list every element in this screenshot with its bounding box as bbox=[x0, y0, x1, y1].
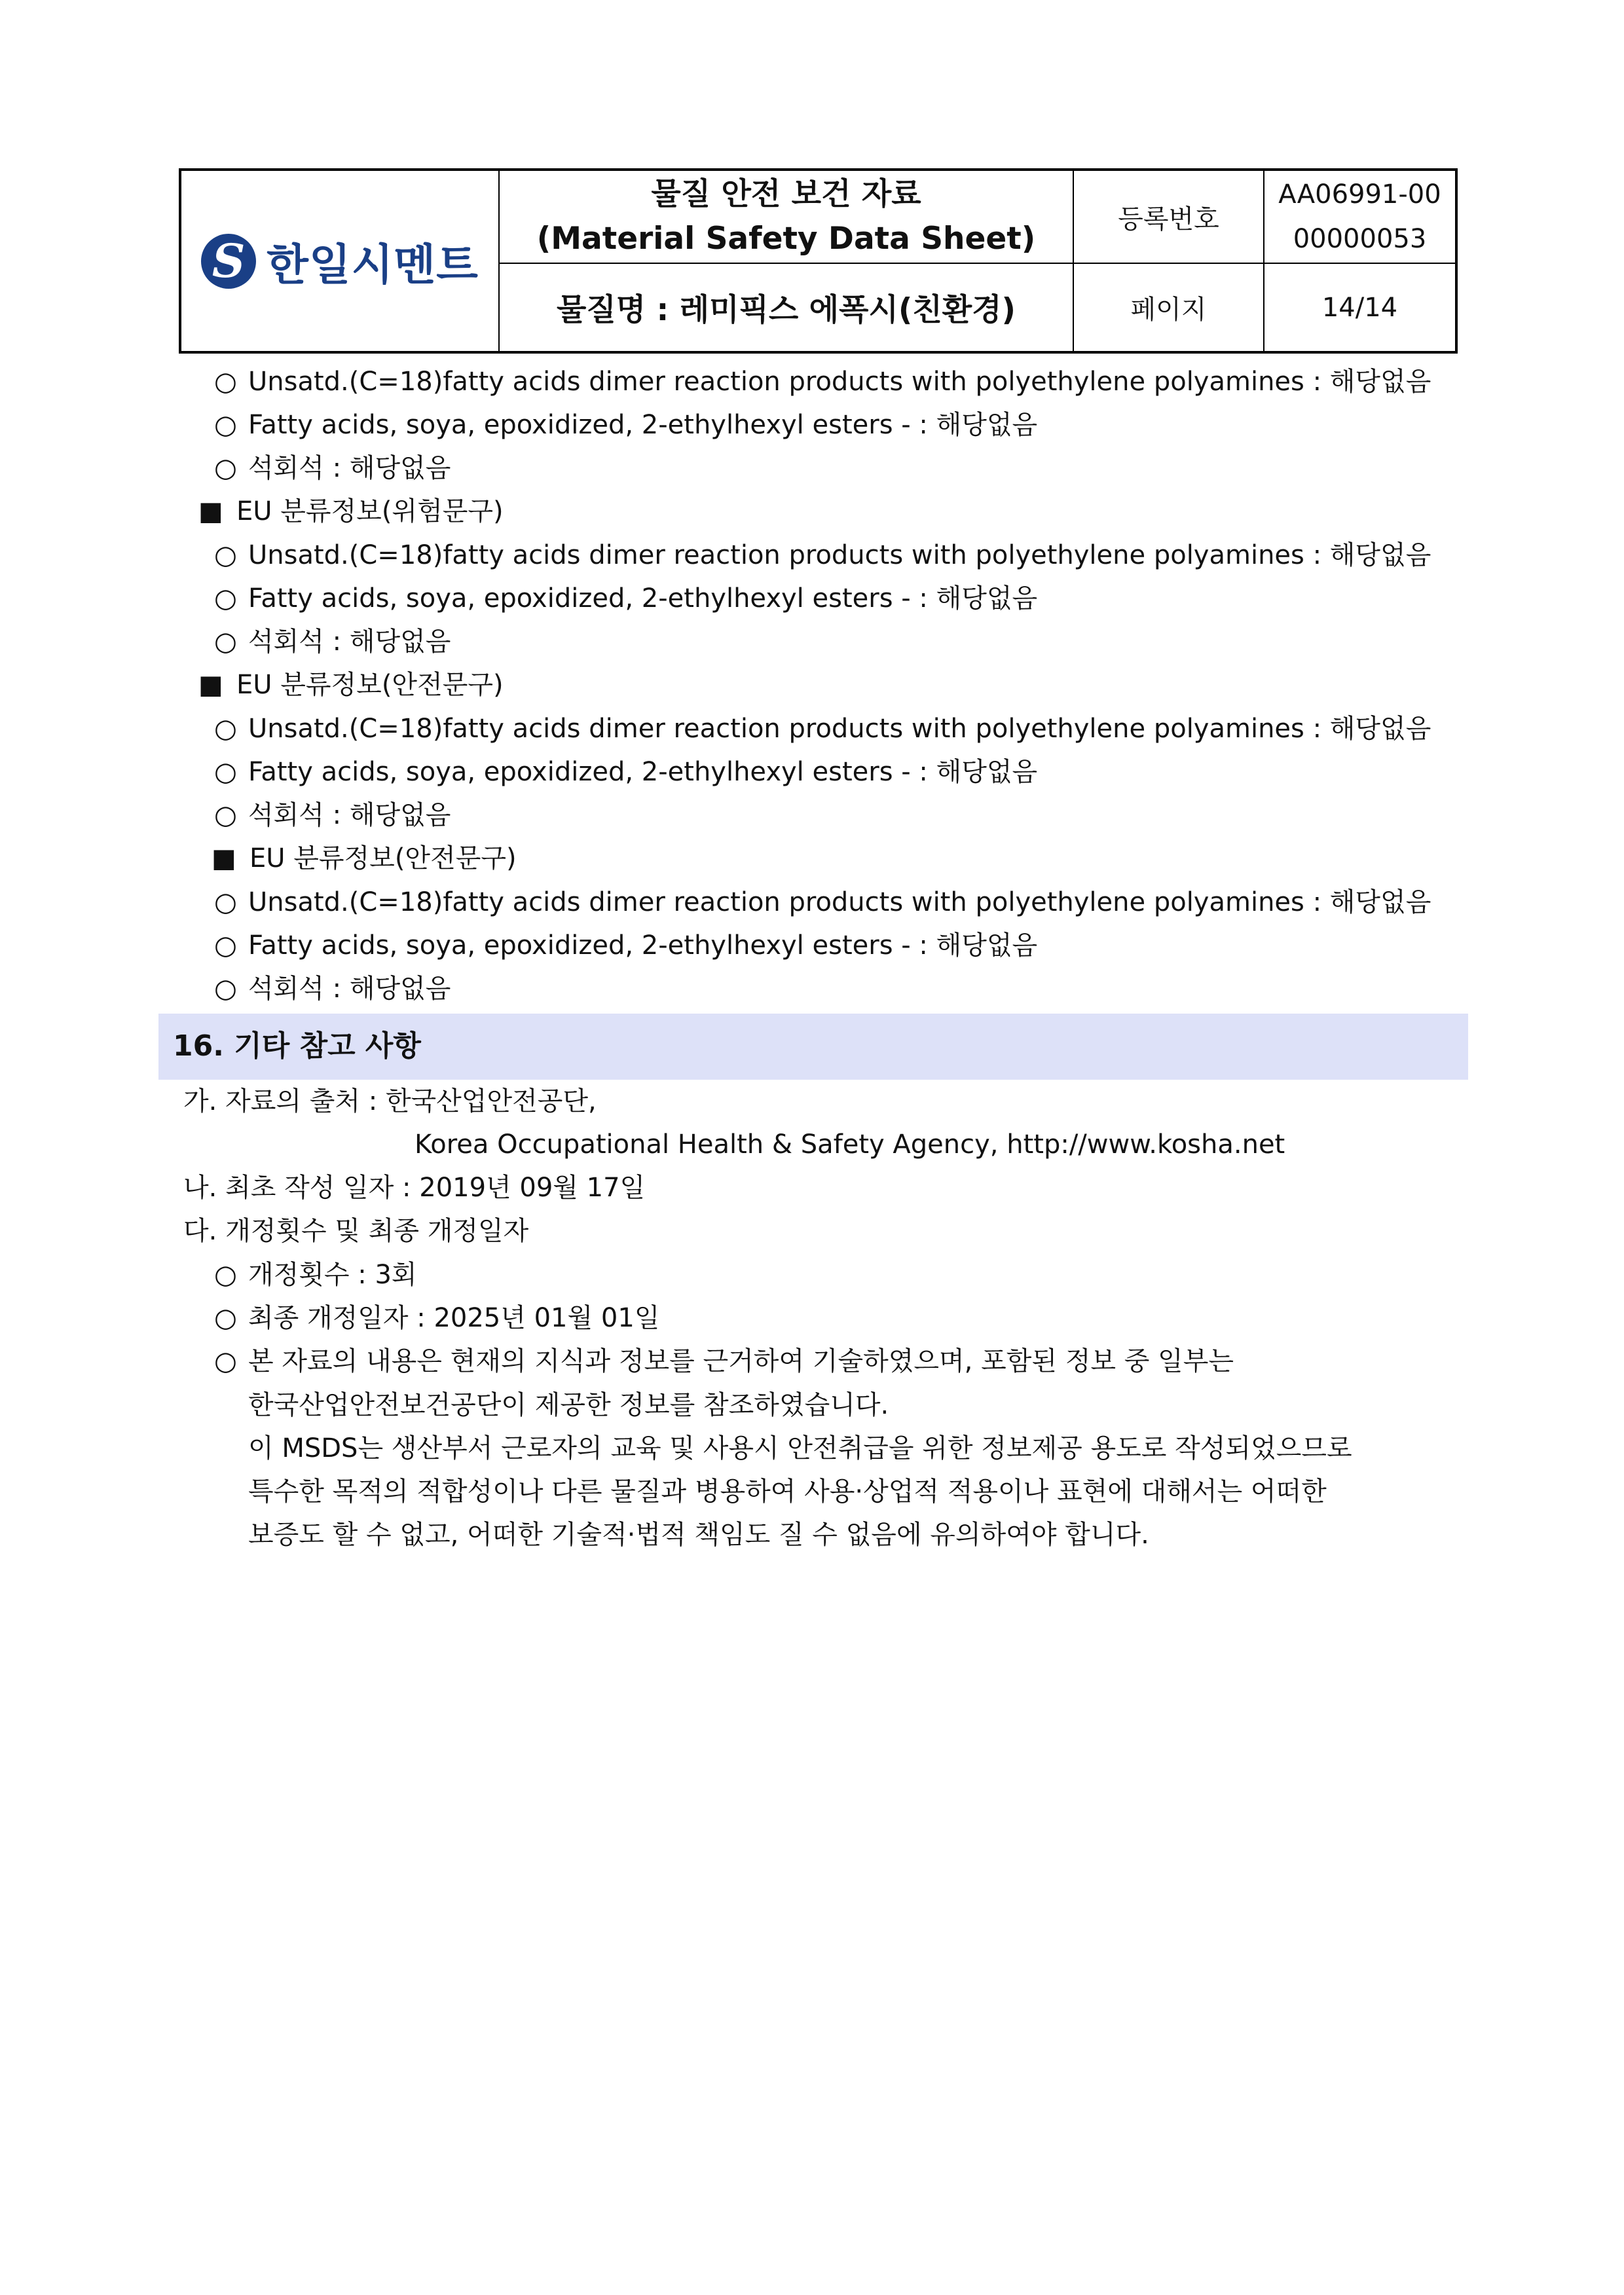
list-item: ○ Fatty acids, soya, epoxidized, 2-ethylhexyl esters - : 해당없음 bbox=[214, 927, 1037, 964]
note-line: 한국산업안전보건공단이 제공한 정보를 참조하였습니다. bbox=[248, 1390, 889, 1420]
bullet-icon: ○ bbox=[214, 714, 237, 744]
list-item: ○ Unsatd.(C=18)fatty acids dimer reaction products with polyethylene polyamines : 해당없음 bbox=[214, 537, 1431, 574]
bullet-icon: ○ bbox=[214, 540, 237, 570]
document-title bbox=[499, 170, 1073, 263]
source-line: Korea Occupational Health & Safety Agency, http://www.kosha.net bbox=[415, 1129, 1285, 1160]
registration-number bbox=[1264, 170, 1456, 263]
company-logo bbox=[181, 230, 498, 292]
bullet-icon: ○ bbox=[214, 410, 237, 440]
bullet-icon: ○ bbox=[214, 583, 237, 614]
registration-label: 등록번호 bbox=[1073, 170, 1264, 263]
square-bullet-icon: ■ bbox=[198, 496, 223, 526]
note-line: 보증도 할 수 없고, 어떠한 기술적·법적 책임도 질 수 없음에 유의하여야 합니다. bbox=[248, 1520, 1149, 1550]
list-item: ○ 최종 개정일자 : 2025년 01월 01일 bbox=[214, 1300, 659, 1336]
bullet-icon: ○ bbox=[214, 367, 237, 397]
bullet-icon: ○ bbox=[214, 453, 237, 483]
note-line: 특수한 목적의 적합성이나 다른 물질과 병용하여 사용·상업적 적용이나 표현에 대해서는 어떠한 bbox=[248, 1477, 1327, 1507]
bullet-icon: ○ bbox=[214, 930, 237, 961]
eu-heading: ■ EU 분류정보(위험문구) bbox=[198, 493, 504, 530]
registration-number-line2: 00000053 bbox=[1293, 224, 1427, 254]
list-item: ○ 석회석 : 해당없음 bbox=[214, 623, 451, 660]
list-item: ○ Fatty acids, soya, epoxidized, 2-ethylhexyl esters - : 해당없음 bbox=[214, 580, 1037, 617]
square-bullet-icon: ■ bbox=[212, 843, 236, 873]
list-item: ○ 개정횟수 : 3회 bbox=[214, 1257, 417, 1293]
eu-heading: ■ EU 분류정보(안전문구) bbox=[198, 667, 504, 703]
list-item: ○ Unsatd.(C=18)fatty acids dimer reaction products with polyethylene polyamines : 해당없음 bbox=[214, 884, 1431, 921]
section-title: 16. 기타 참고 사항 bbox=[173, 1029, 421, 1063]
list-item: ○ Unsatd.(C=18)fatty acids dimer reaction products with polyethylene polyamines : 해당없음 bbox=[214, 363, 1431, 400]
revision-heading: 다. 개정횟수 및 최종 개정일자 bbox=[183, 1216, 529, 1246]
bullet-icon: ○ bbox=[214, 757, 237, 787]
source-line: 가. 자료의 출처 : 한국산업안전공단, bbox=[183, 1086, 597, 1116]
title-korean: 물질 안전 보건 자료 bbox=[651, 176, 921, 212]
bullet-icon: ○ bbox=[214, 1260, 237, 1290]
product-name: 물질명 : 레미픽스 에폭시(친환경) bbox=[499, 263, 1073, 352]
list-item: ○ Fatty acids, soya, epoxidized, 2-ethylhexyl esters - : 해당없음 bbox=[214, 407, 1037, 443]
square-bullet-icon: ■ bbox=[198, 670, 223, 700]
bullet-icon: ○ bbox=[214, 887, 237, 917]
header-table bbox=[179, 168, 1458, 354]
list-item: ○ Unsatd.(C=18)fatty acids dimer reaction products with polyethylene polyamines : 해당없음 bbox=[214, 710, 1431, 747]
list-item: ○ 석회석 : 해당없음 bbox=[214, 797, 451, 834]
company-logo-text: 한일시멘트 bbox=[267, 240, 479, 290]
list-item: ○ 석회석 : 해당없음 bbox=[214, 970, 451, 1007]
page-label: 페이지 bbox=[1073, 263, 1264, 352]
first-date: 나. 최초 작성 일자 : 2019년 09월 17일 bbox=[183, 1173, 646, 1203]
list-item: ○ Fatty acids, soya, epoxidized, 2-ethylhexyl esters - : 해당없음 bbox=[214, 754, 1037, 790]
list-item: ○ 석회석 : 해당없음 bbox=[214, 450, 451, 487]
bullet-icon: ○ bbox=[214, 1346, 237, 1376]
company-logo-icon: S bbox=[201, 234, 256, 289]
list-item: ○ 본 자료의 내용은 현재의 지식과 정보를 근거하여 기술하였으며, 포함된 정보 중 일부는 bbox=[214, 1343, 1234, 1380]
title-english: (Material Safety Data Sheet) bbox=[536, 221, 1036, 257]
registration-number-line1: AA06991-00 bbox=[1278, 179, 1441, 210]
bullet-icon: ○ bbox=[214, 974, 237, 1004]
logo-cell bbox=[180, 170, 499, 352]
page-number: 14/14 bbox=[1264, 263, 1456, 352]
eu-heading: ■ EU 분류정보(안전문구) bbox=[212, 840, 517, 877]
bullet-icon: ○ bbox=[214, 627, 237, 657]
bullet-icon: ○ bbox=[214, 800, 237, 830]
note-line: 이 MSDS는 생산부서 근로자의 교육 및 사용시 안전취급을 위한 정보제공 용도로 작성되었으므로 bbox=[248, 1433, 1352, 1463]
bullet-icon: ○ bbox=[214, 1303, 237, 1333]
